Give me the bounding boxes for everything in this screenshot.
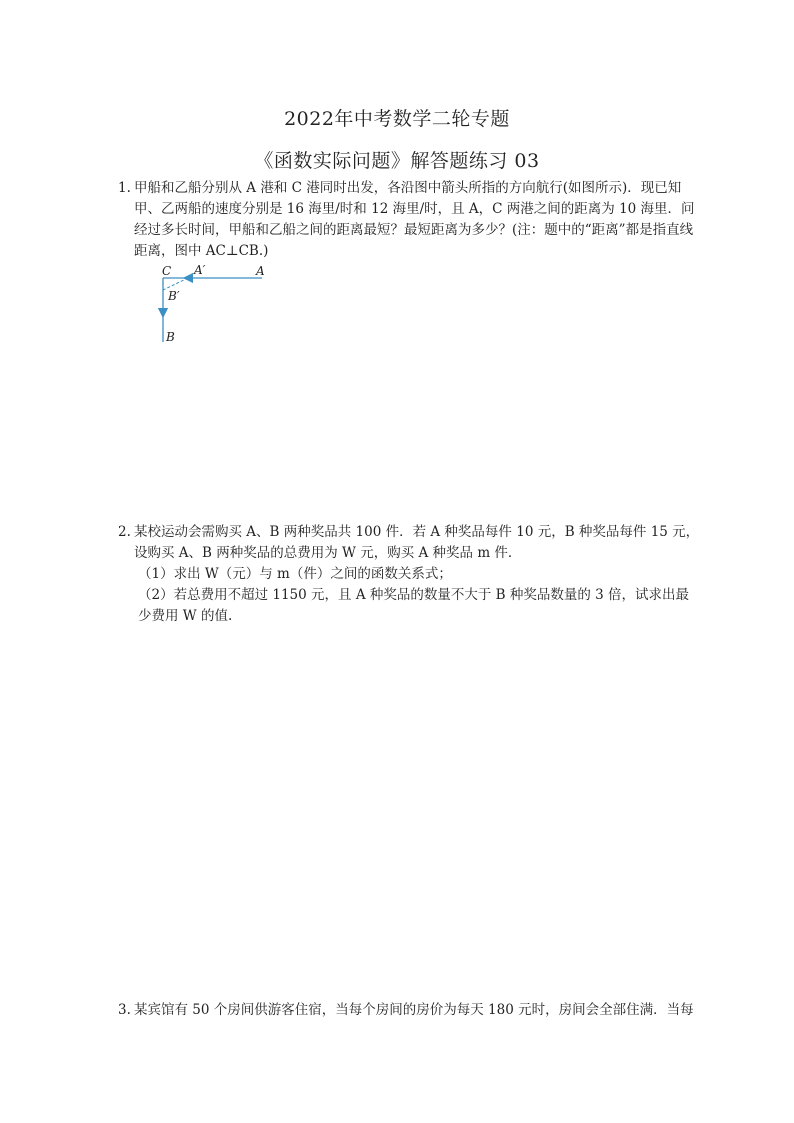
document-subtitle: 《函数实际问题》解答题练习 03 (254, 150, 540, 172)
label-b-prime: B′ (168, 289, 180, 303)
question-text: 甲船和乙船分别从 A 港和 C 港同时出发，各沿图中箭头所指的方向航行(如图所示)．现已知甲、乙两船的速度分别是 16 海里/时和 12 海里/时，且 A，C 两港之间的距离为 10 海里．问经过多长时间，甲船和乙船之间的距离最短？最短距离为多少？(注：题中的“距离”都是指直线距离，图中 AC⊥CB.) (134, 180, 695, 259)
ship-route-figure (148, 258, 278, 350)
question-text: 某校运动会需购买 A、B 两种奖品共 100 件．若 A 种奖品每件 10 元，B 种奖品每件 15 元，设购买 A、B 两种奖品的总费用为 W 元，购买 A 种奖品 m 件． (134, 524, 700, 561)
label-a-prime: A′ (194, 263, 206, 277)
question-3 (118, 1000, 700, 1021)
question-number: 3. (118, 1002, 131, 1018)
sub-question-1: （1）求出 W（元）与 m（件）之间的函数关系式； (138, 566, 452, 582)
label-b: B (166, 330, 175, 344)
question-1 (118, 178, 700, 262)
document-title: 2022年中考数学二轮专题 (284, 108, 510, 130)
sub-question-2: （2）若总费用不超过 1150 元，且 A 种奖品的数量不大于 B 种奖品数量的 3 倍，试求出最少费用 W 的值. (138, 587, 690, 624)
question-2 (118, 522, 700, 627)
label-a: A (256, 264, 265, 278)
question-number: 1. (118, 180, 131, 196)
question-text: 某宾馆有 50 个房间供游客住宿，当每个房间的房价为每天 180 元时，房间会全部住满．当每 (134, 1002, 694, 1018)
label-c: C (162, 264, 172, 278)
question-number: 2. (118, 524, 131, 540)
